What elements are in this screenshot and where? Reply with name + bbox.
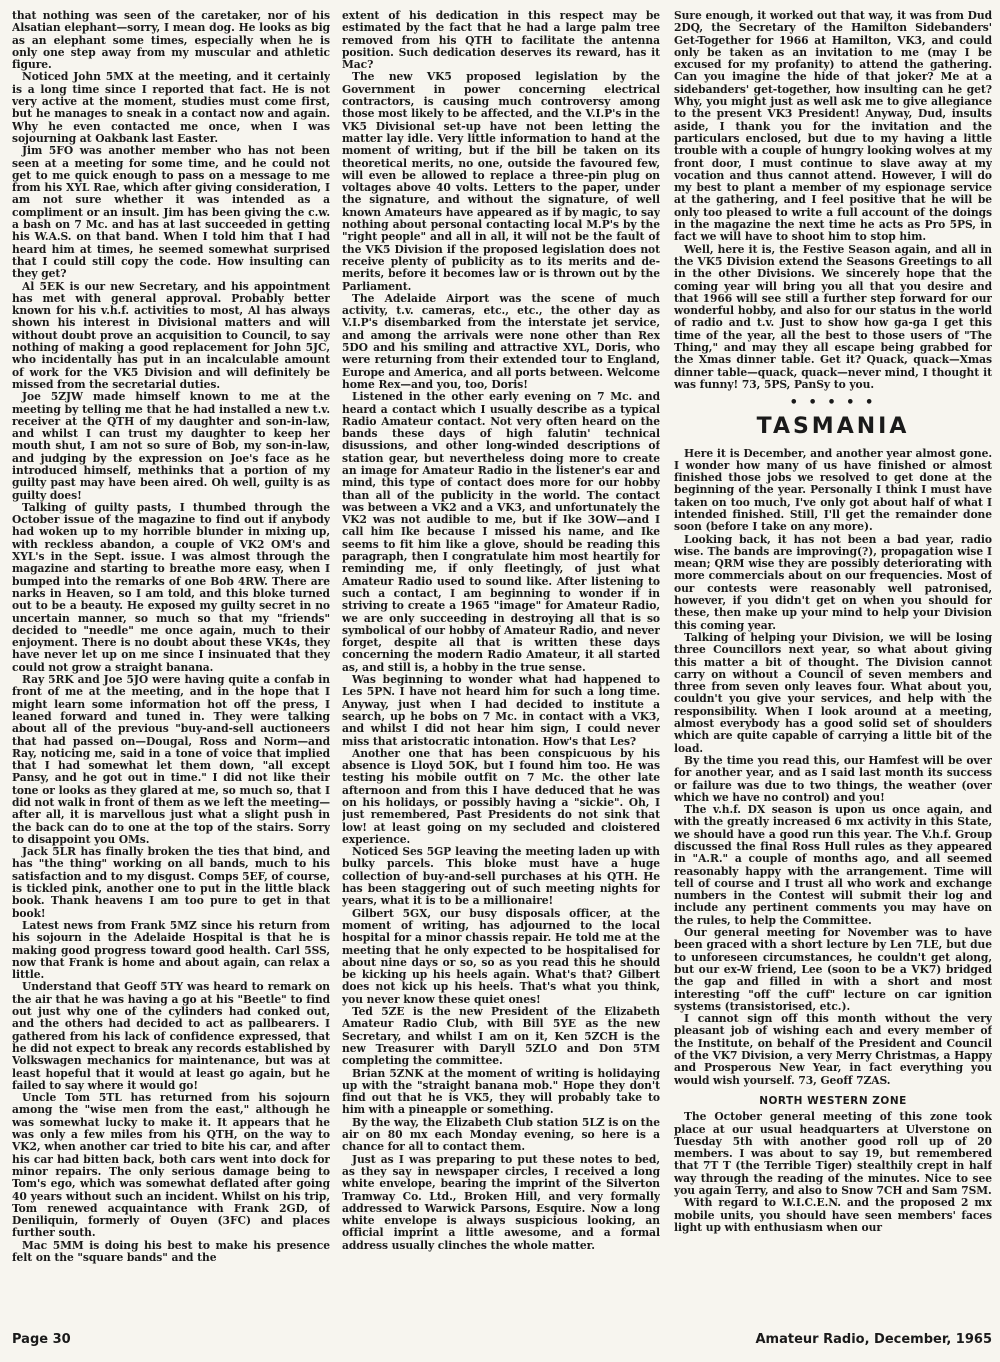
paragraph: Just as I was preparing to put these notes to bed, as they say in newspaper circles, I received a long white envelope, bearing the imprint of the Silverton Tramway Co. Ltd., Broken Hill, and very formally addressed to Warwick Parsons, Esquire. Now a long white envelope is always suspicious looking, an official imprint a little awesome, and a formal address usually clinches the whole matter. <box>342 1152 660 1252</box>
paragraph: that nothing was seen of the caretaker, nor of his Alsatian elephant—sorry, I mean dog. He looks as big as an elephant some times, especially when he is only one step away from my muscular and athletic figure. <box>12 10 330 72</box>
paragraph: Al 5EK is our new Secretary, and his appointment has met with general approval. Probably better known for his v.h.f. activities to most, Al has always shown his interest in Divisional matters and will without doubt prove an acquisition to Council, to say nothing of making a good replacement for John 5JC, who incidentally has put in an incalculable amount of work for the VK5 Division and will definitely be missed from the secretarial duties. <box>12 279 330 391</box>
page-number: Page 30 <box>12 1332 71 1347</box>
paragraph: Was beginning to wonder what had happened to Les 5PN. I have not heard him for such a long time. Anyway, just when I had decided to institute a search, up he bobs on 7 Mc. in contact with a VK3, and whilst I did not hear him sign, I could never miss that aristocratic intonation. How's that Les? <box>342 673 660 748</box>
column-2 <box>342 10 660 1322</box>
paragraph: The v.h.f. DX season is upon us once again, and with the greatly increased 6 mx activity in this State, we should have a good run this year. The V.h.f. Group discussed the final Ross Hull rules as they appeared in "A.R." a couple of months ago, and all seemed reasonably happy with the arrangement. Time will tell of course and I trust all who work and exchange numbers in the Contest will submit their log and include any pertinent comments you may have on the rules, to help the Committee. <box>674 803 992 927</box>
paragraph: Uncle Tom 5TL has returned from his sojourn among the "wise men from the east," although he was somewhat lucky to make it. It appears that he was only a few miles from his QTH, on the way to VK2, when another car tried to bite his car, and after his car had bitten back, both cars went into dock for minor repairs. The only serious damage being to Tom's ego, which was somewhat deflated after going 40 years without such an incident. Whilst on his trip, Tom renewed acquaintance with Frank 2GD, of Deniliquin, formerly of Ouyen (3FC) and places further south. <box>12 1091 330 1240</box>
paragraph: Listened in the other early evening on 7 Mc. and heard a contact which I usually describe as a typical Radio Amateur contact. Not very often heard on the bands these days of high falutin' technical disussions, and other long-winded descriptions of station gear, but nevertheless doing more to create an image for Amateur Radio in the listener's ear and mind, this type of contact does more for our hobby than all of the publicity in the world. The contact was between a VK2 and a VK3, and unfortunately the VK2 was not audible to me, but if Ike 3OW—and I call him Ike because I missed his name, and Ike seems to fit him like a glove, should be reading this paragraph, then I congratulate him most heartily for reminding me, if only fleetingly, of just what Amateur Radio used to sound like. After listening to such a contact, I am beginning to wonder if in striving to create a 1965 "image" for Amateur Radio, we are only succeeding in destroying all that is so symbolical of our hobby of Amateur Radio, and never forget, despite all that is written these days concerning the modern Radio Amateur, it all started as, and still is, a hobby in the true sense. <box>342 390 660 674</box>
paragraph: Mac 5MM is doing his best to make his presence felt on the "square bands" and the <box>12 1238 330 1264</box>
paragraph: extent of his dedication in this respect may be estimated by the fact that he had a large palm tree removed from his QTH to facilitate the antenna position. Such dedication deserves its reward, has it Mac? <box>342 10 660 72</box>
paragraph: Ray 5RK and Joe 5JO were having quite a confab in front of me at the meeting, and in the hope that I might learn some information hot off the press, I leaned forward and tuned in. They were talking about all of the previous "buy-and-sell auctioneers that had passed on—Dougal, Ross and Norm—and Ray, noticing me, said in a tone of voice that implied that I had somewhat let them down, "all except Pansy, and he got out in time." I did not like their tone or looks as they glared at me, so much so, that I did not walk in front of them as we left the meeting—after all, it is marvellous just what a slight push in the back can do to one at the top of the stairs. Sorry to disappoint you OMs. <box>12 673 330 846</box>
subsection-title-north-western-zone: NORTH WESTERN ZONE <box>759 1094 907 1107</box>
column-3 <box>674 10 992 1322</box>
paragraph: Talking of helping your Division, we will be losing three Councillors next year, so what about giving this matter a bit of thought. The Division cannot carry on without a Council of seven members and three from seven only leaves four. What about you, couldn't you give your services, and help with the responsibility. When I look around at a meeting, almost everybody has a good solid set of shoulders which are quite capable of carrying a little bit of the load. <box>674 630 992 755</box>
paragraph: By the time you read this, our Hamfest will be over for another year, and as I said last month its success or failure was due to two things, the weather (over which we have no control) and you! <box>674 753 992 804</box>
paragraph: Ted 5ZE is the new President of the Elizabeth Amateur Radio Club, with Bill 5YE as the new Secretary, and whilst I am on it, Ken 5ZCH is the new Treasurer with Daryll 5ZLO and Don 5TM completing the committee. <box>342 1005 660 1068</box>
paragraph: Another one that has been conspicuous by his absence is Lloyd 5OK, but I found him too. He was testing his mobile outfit on 7 Mc. the other late afternoon and from this I have deduced that he was on his holidays, or possibly having a "sickie". Oh, I just remembered, Past Presidents do not sink that low! at least going on my secluded and cloistered experience. <box>342 746 660 846</box>
paragraph: Talking of guilty pasts, I thumbed through the October issue of the magazine to find out if anybody had woken up to my horrible blunder in mixing up, with reckless abandon, a couple of VK2 OM's and XYL's in the Sept. issue. I was almost through the magazine and starting to breathe more easy, when I bumped into the remarks of one Bob 4RW. There are narks in Heaven, so I am told, and this bloke turned out to be a beauty. He exposed my guilty secret in no uncertain manner, so much so that my "friends" decided to "needle" me once again, much to their enjoyment. There is no doubt about these VK4s, they have never let up on me since I insinuated that they could not grow a straight banana. <box>12 500 330 674</box>
section-title-tasmania: TASMANIA <box>756 413 910 439</box>
paragraph: Here it is December, and another year almost gone. I wonder how many of us have finished or almost finished those jobs we resolved to get done at the beginning of the year. Personally I think I must have taken on too much, I've only got about half of what I intended finished. Still, I'll get the remainder done soon (before I take on any more). <box>674 446 992 534</box>
paragraph: With regard to W.I.C.E.N. and the proposed 2 mx mobile units, you should have seen members' faces light up with enthusiasm when our <box>674 1196 992 1234</box>
section-separator: • • • • • <box>789 395 877 411</box>
paragraph: Gilbert 5GX, our busy disposals officer, at the moment of writing, has adjourned to the local hospital for a minor chassis repair. He told me at the meeting that he only expected to be hospitalised for about nine days or so, so as you read this he should be kicking up his heels again. What's that? Gilbert does not kick up his heels. That's what you think, you never know these quiet ones! <box>342 906 660 1006</box>
paragraph: Joe 5ZJW made himself known to me at the meeting by telling me that he had installed a new t.v. receiver at the QTH of my daughter and son-in-law, and whilst I can trust my daughter to keep her mouth shut, I am not so sure of Bob, my son-in-law, and judging by the expression on Joe's face as he introduced himself, methinks that a portion of my guilty past may have been aired. Oh well, guilty is as guilty does! <box>12 390 330 502</box>
paragraph: The new VK5 proposed legislation by the Government in power concerning electrical contractors, is causing much controversy among those most likely to be affected, and the V.I.P's in the VK5 Divisional set-up have not been letting the matter lay idle. Very little information to hand at the moment of writing, but if the bill be taken on its theoretical merits, no one, outside the favoured few, will even be allowed to replace a three-pin plug on voltages above 40 volts. Letters to the paper, under the signature, and without the signature, of well known Amateurs have appeared as if by magic, to say nothing about personal contacting local M.P's by the "right people" and all in all, it will not be the fault of the VK5 Division if the proposed legislation does not receive plenty of publicity as to its merits and de-merits, before it becomes law or is thrown out by the Parliament. <box>342 70 660 293</box>
paragraph: Well, here it is, the Festive Season again, and all in the VK5 Division extend the Seasons Greetings to all in the other Divisions. We sincerely hope that the coming year will bring you all that you desire and that 1966 will see still a further step forward for our wonderful hobby, and also for our status in the world of radio and t.v. Just to show how ga-ga I get this time of the year, all the best to those users of "The Thing," and may they all escape being grabbed for the Xmas dinner table. Get it? Quack, quack—Xmas dinner table—quack, quack—never mind, I thought it was funny! 73, 5PS, PanSy to you. <box>674 242 992 391</box>
page-footer <box>12 1330 992 1352</box>
paragraph: By the way, the Elizabeth Club station 5LZ is on the air on 80 mx each Monday evening, so here is a chance for all to contact them. <box>342 1115 660 1154</box>
paragraph: I cannot sign off this month without the very pleasant job of wishing each and every member of the Institute, on behalf of the President and Council of the VK7 Division, a very Merry Christmas, a Happy and Prosperous New Year, in fact everything you would wish yourself. 73, Geoff 7ZAS. <box>674 1012 992 1087</box>
paragraph: Jack 5LR has finally broken the ties that bind, and has "the thing" working on all bands, much to his satisfaction and to my disgust. Comps 5EF, of course, is tickled pink, another one to put in the little black book. Thank heavens I am too pure to get in that book! <box>12 845 330 920</box>
paragraph: Our general meeting for November was to have been graced with a short lecture by Len 7LE, but due to unforeseen circumstances, he couldn't get along, but our ex-W friend, Lee (soon to be a VK7) bridged the gap and filled in with a short and most interesting "off the cuff" lecture on car ignition systems (transistorised, etc.). <box>674 926 992 1013</box>
paragraph: Looking back, it has not been a bad year, radio wise. The bands are improving(?), propagation wise I mean; QRM wise they are possibly deteriorating with more commercials about on our frequencies. Most of our contests were reasonably well patronised, however, if you didn't get on when you should for these, then make up your mind to help your Division this coming year. <box>674 532 992 632</box>
paragraph: Understand that Geoff 5TY was heard to remark on the air that he was having a go at his "Beetle" to find out just why one of the cylinders had conked out, and the others had decided to act as pallbearers. I gathered from his lack of confidence expressed, that he did not expect to break any records established by Volkswagen mechanics for maintenance, but was at least hopeful that it would at least go again, but he failed to say where it would go! <box>12 980 330 1092</box>
paragraph: Latest news from Frank 5MZ since his return from his sojourn in the Adelaide Hospital is that he is making good progress toward good health. Carl 5SS, now that Frank is home and about again, can relax a little. <box>12 918 330 982</box>
paragraph: The October general meeting of this zone took place at our usual headquarters at Ulverstone on Tuesday 5th with another good roll up of 20 members. I was about to say 19, but remembered that 7T T (the Terrible Tiger) stealthily crept in half way through the reading of the minutes. Nice to see you again Terry, and also to Snow 7CH and Sam 7SM. <box>674 1110 992 1198</box>
publication-info: Amateur Radio, December, 1965 <box>755 1332 992 1347</box>
paragraph: Noticed Ses 5GP leaving the meeting laden up with bulky parcels. This bloke must have a huge collection of buy-and-sell purchases at his QTH. He has been staggering out of such meeting nights for years, what it is to be a millionaire! <box>342 845 660 908</box>
paragraph: Jim 5FO was another member who has not been seen at a meeting for some time, and he could not get to me quick enough to pass on a message to me from his XYL Rae, which after giving consideration, I am not sure whether it was intended as a compliment or an insult. Jim has been giving the c.w. a bash on 7 Mc. and has at last succeeded in getting his W.A.S. on that band. When I told him that I had heard him at times, he seemed somewhat surprised that I could still copy the code. How insulting can they get? <box>12 144 330 281</box>
paragraph: Sure enough, it worked out that way, it was from Dud 2DQ, the Secretary of the Hamilton Sidebanders' Get-Together for 1966 at Hamilton, VK3, and could only be taken as an invitation to me (may I be excused for my profanity) to attend the gathering. Can you imagine the hide of that joker? Me at a sidebanders' get-together, how insulting can he get? Why, you might just as well ask me to give allegiance to the present VK3 President! Anyway, Dud, insults aside, I thank you for the invitation and the particulars enclosed, but due to my having a little trouble with a couple of hungry looking wolves at my front door, I must continue to slave away at my vocation and thus cannot attend. However, I will do my best to plant a member of my espionage service at the gathering, and I feel positive that he will be only too pleased to write a full account of the doings in the magazine the next time he acts as Pro 5PS, in fact we will have to shoot him to stop him. <box>674 10 992 244</box>
magazine-page <box>12 10 992 1352</box>
paragraph: The Adelaide Airport was the scene of much activity, t.v. cameras, etc., etc., the other day as V.I.P's disembarked from the interstate jet service, and among the arrivals were none other than Rex 5DO and his smiling and attractive XYL, Doris, who were returning from their extended tour to England, Europe and America, and all ports between. Welcome home Rex—and you, too, Doris! <box>342 291 660 391</box>
paragraph: Noticed John 5MX at the meeting, and it certainly is a long time since I reported that fact. He is not very active at the moment, studies must come first, but he manages to sneak in a contact now and again. Why he even contacted me once, when I was sojourning at Oakbank last Easter. <box>12 70 330 145</box>
paragraph: Brian 5ZNK at the moment of writing is holidaying up with the "straight banana mob." Hope they don't find out that he is VK5, they will probably take to him with a pineapple or something. <box>342 1066 660 1117</box>
column-1 <box>12 10 330 1322</box>
